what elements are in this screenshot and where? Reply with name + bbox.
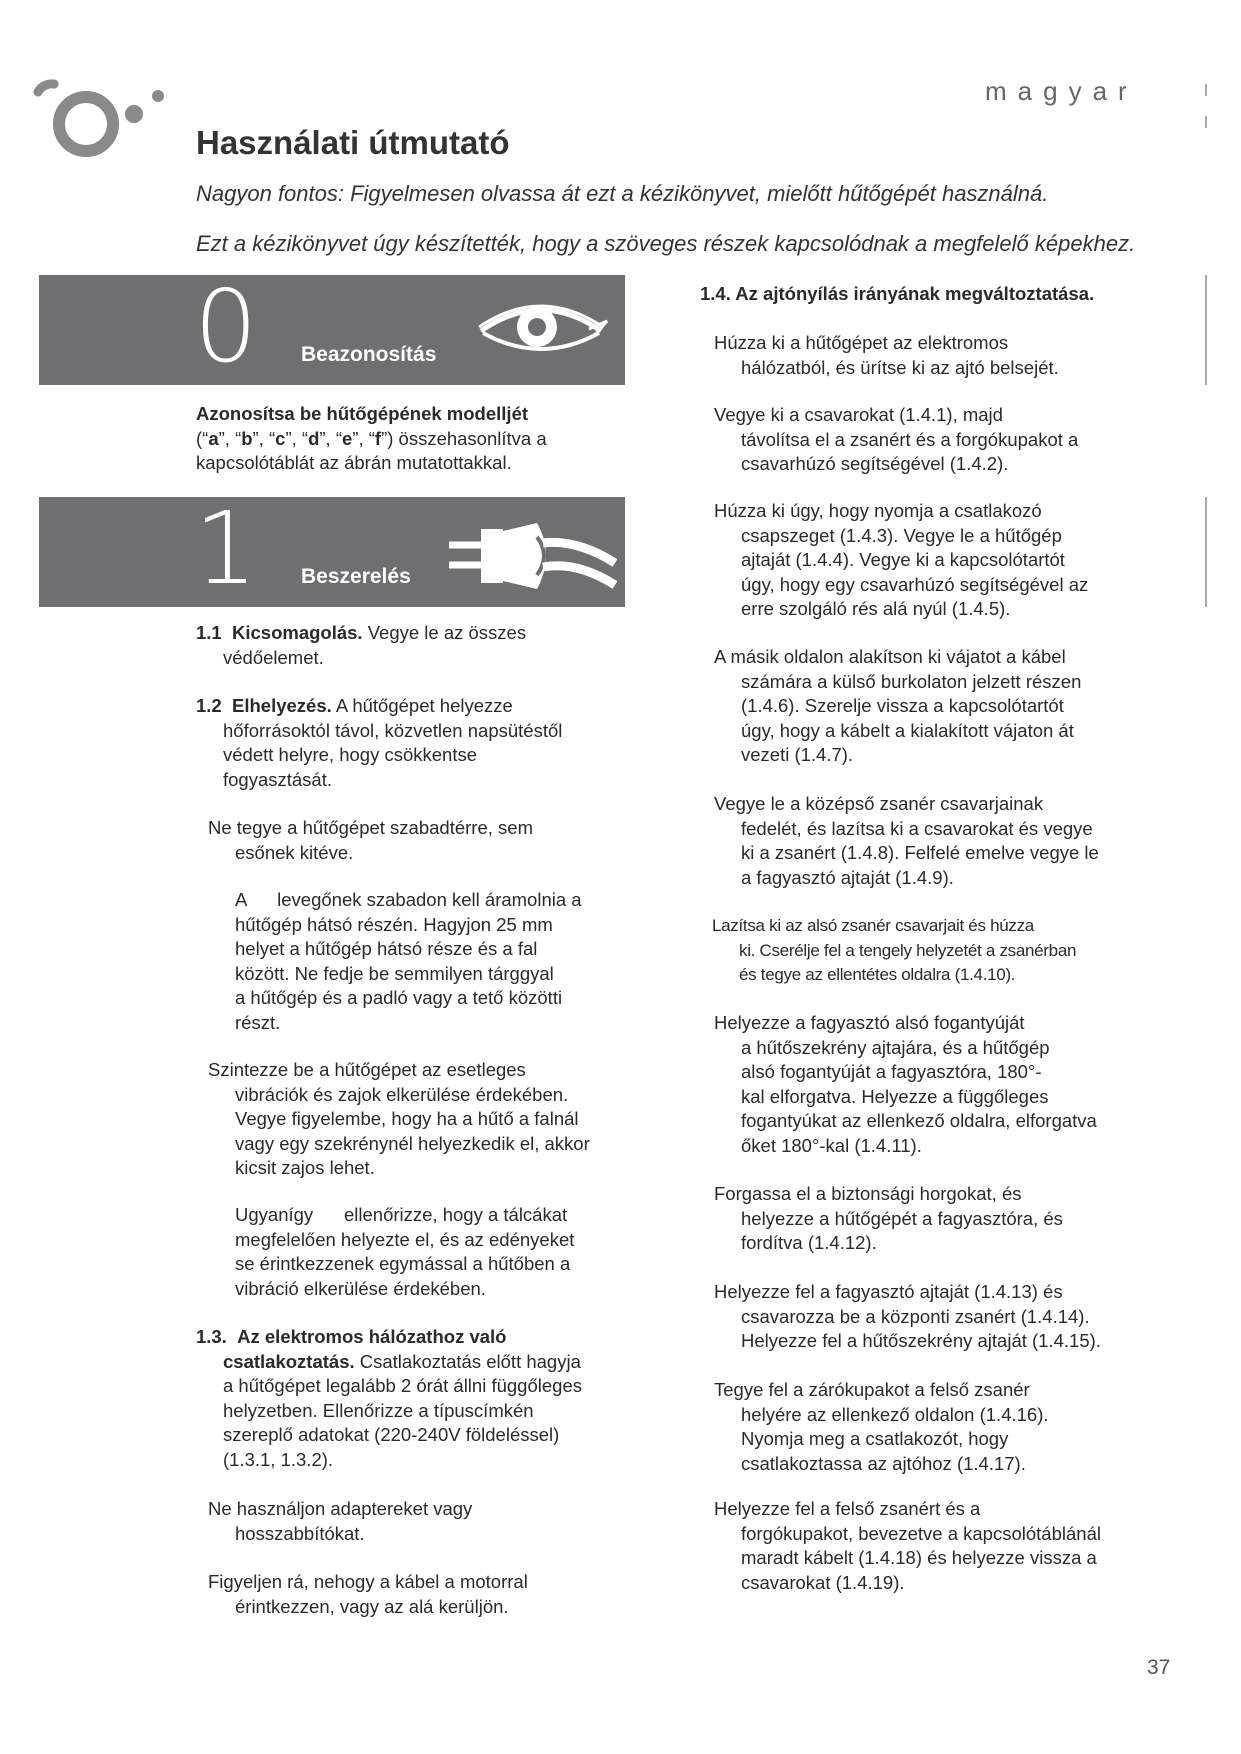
para-1-4-13: Helyezze fel a fagyasztó ajtaját (1.4.13) és csavarozza be a központi zsanért (1.4.14). Helyezze fel a hűtőszekrény ajtaját (1.4.15).: [714, 1281, 1101, 1351]
para-cable: Figyeljen rá, nehogy a kábel a motorral érintkezzen, vagy az alá kerüljön.: [208, 1571, 528, 1617]
para-1-4-16: Tegye fel a zárókupakot a felső zsanér helyére az ellenkező oldalon (1.4.16). Nyomja meg a csatlakozót, hogy csatlakoztassa az ajtóhoz (1.4.17).: [714, 1379, 1049, 1474]
model-letters: (“a”, “b”, “c”, “d”, “e”, “f”) összehasonlítva a: [196, 427, 547, 449]
intro-line-1: Nagyon fontos: Figyelmesen olvassa át ezt a kézikönyvet, mielőtt hűtőgépét használná.: [196, 181, 1049, 206]
para-airflow: A levegőnek szabadon kell áramolnia a hűtőgép hátsó részén. Hagyjon 25 mm helyet a hűtőgép hátsó része és a fal között. Ne fedje be semmilyen tárggyal a hűtőgép és a padló vagy a tető közötti részt.: [235, 889, 582, 1033]
brand-logo-icon: [30, 78, 170, 178]
para-1-3: 1.3. Az elektromos hálózathoz való csatlakoztatás. Csatlakoztatás előtt hagyja a hűtőgépet legalább 2 órát állni függőleges helyzetben. Ellenőrizze a típuscímkén szereplő adatokat (220-240V földeléssel) (1.3.1, 1.3.2).: [196, 1326, 582, 1470]
margin-tick: [1205, 497, 1207, 607]
para-adapters: Ne használjon adaptereket vagy hosszabbítókat.: [208, 1498, 473, 1544]
para-outdoor: Ne tegye a hűtőgépet szabadtérre, sem esőnek kitéve.: [208, 817, 533, 863]
para-1-4-6: A másik oldalon alakítson ki vájatot a kábel számára a külső burkolaton jelzett részen (1.4.6). Szerelje vissza a kapcsolótartót úgy, hogy a kábelt a kialakított vájaton át vezeti (1.4.7).: [714, 646, 1082, 765]
para-1-4-18: Helyezze fel a felső zsanért és a forgókupakot, bevezetve a kapcsolótáblánál maradt kábelt (1.4.18) és helyezze vissza a csavarokat (1.4.19).: [714, 1498, 1101, 1593]
language-label: magyar: [985, 76, 1138, 106]
section-1-label: Beszerelés: [301, 565, 411, 588]
section-0-heading: Azonosítsa be hűtőgépének modelljét: [196, 403, 529, 424]
section-1-number: 1: [194, 490, 258, 607]
margin-tick: [1205, 275, 1207, 385]
para-1-4-8: Vegye le a középső zsanér csavarjainak fedelét, és lazítsa ki a csavarokat és vegye ki a zsanért (1.4.8). Felfelé emelve vegye le a fagyasztó ajtaját (1.4.9).: [714, 793, 1099, 888]
para-1-4-3: Húzza ki úgy, hogy nyomja a csatlakozó csapszeget (1.4.3). Vegye le a hűtőgép ajtaját (1.4.4). Vegye ki a kapcsolótartót úgy, hogy egy csavarhúzó segítségével az erre szolgáló rés alá nyúl (1.4.5).: [714, 500, 1089, 619]
plug-icon: [447, 519, 617, 599]
para-1-4-1: Húzza ki a hűtőgépet az elektromos hálózatból, és ürítse ki az ajtó belsejét.: [714, 332, 1059, 378]
margin-tick: [1205, 84, 1207, 96]
section-1-banner: [39, 490, 625, 607]
section-0-number: 0: [194, 268, 258, 385]
para-1-4-12: Forgassa el a biztonsági horgokat, és helyezze a hűtőgépét a fagyasztóra, és fordítva (1.4.12).: [714, 1183, 1063, 1253]
para-1-4-11: Helyezze a fagyasztó alsó fogantyúját a hűtőszekrény ajtajára, és a hűtőgép alsó fogantyúját a fagyasztóra, 180°- kal elforgatva. Helyezze a függőleges fogantyúkat az ellenkező oldalra, elforgatva őket 180°-kal (1.4.11).: [714, 1012, 1097, 1156]
para-1-4-10: Lazítsa ki az alsó zsanér csavarjait és húzza ki. Cserélje fel a tengely helyzetét a zsanérban és tegye az ellentétes oldalra (1.4.10).: [712, 916, 1077, 984]
intro-line-2: Ezt a kézikönyvet úgy készítették, hogy a szöveges részek kapcsolódnak a megfelelő képekhez.: [196, 231, 1136, 256]
eye-icon: [471, 287, 611, 367]
para-trays: Ugyanígy ellenőrizze, hogy a tálcákat megfelelően helyezte el, és az edényeket se érintkezzenek egymással a hűtőben a vibráció elkerülése érdekében.: [235, 1204, 575, 1299]
section-0-label: Beazonosítás: [301, 343, 437, 366]
para-1-4-2: Vegye ki a csavarokat (1.4.1), majd távolítsa el a zsanért és a forgókupakot a csavarhúzó segítségével (1.4.2).: [714, 404, 1079, 474]
section-1-4-heading: 1.4. Az ajtónyílás irányának megváltoztatása.: [700, 283, 1095, 304]
para-leveling: Szintezze be a hűtőgépet az esetleges vibrációk és zajok elkerülése érdekében. Vegye figyelembe, hogy ha a hűtő a falnál vagy egy szekrénynél helyezkedik el, akkor kicsit zajos lehet.: [208, 1059, 590, 1178]
section-0-text: Azonosítsa be hűtőgépének modelljét (“a”, “b”, “c”, “d”, “e”, “f”) összehasonlítva a kapcsolótáblát az ábrán mutatottakkal.: [196, 403, 547, 473]
page-title: Használati útmutató: [196, 124, 510, 161]
page-number: 37: [1147, 1656, 1171, 1679]
margin-tick: [1205, 116, 1207, 128]
para-1-1: 1.1 Kicsomagolás. Vegye le az összes védőelemet.: [196, 622, 527, 668]
section-0-banner: [39, 268, 625, 385]
para-1-2: 1.2 Elhelyezés. A hűtőgépet helyezze hőforrásoktól távol, közvetlen napsütéstől védett helyre, hogy csökkentse fogyasztását.: [196, 695, 563, 790]
